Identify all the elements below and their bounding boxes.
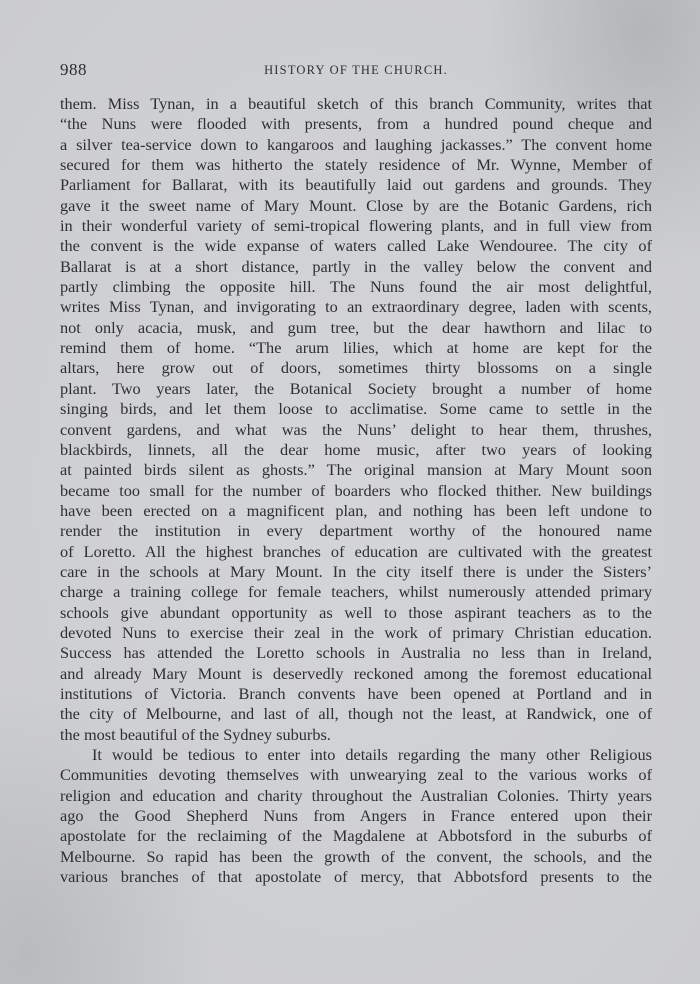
text-line: Melbourne. So rapid has been the growth of the convent, the schools, and the bbox=[60, 846, 652, 866]
text-line: Communities devoting themselves with unwearying zeal to the various works of bbox=[60, 765, 652, 785]
text-line: partly climbing the opposite hill. The Nuns found the air most delightful, bbox=[60, 277, 652, 297]
text-line: have been erected on a magnificent plan, and nothing has been left undone to bbox=[60, 500, 652, 520]
text-line: in their wonderful variety of semi-tropical flowering plants, and in full view from bbox=[60, 216, 652, 236]
text-line: and already Mary Mount is deservedly reckoned among the foremost educational bbox=[60, 663, 652, 683]
text-line: writes Miss Tynan, and invigorating to an extraordinary degree, laden with scents, bbox=[60, 297, 652, 317]
text-line-paragraph-end: the most beautiful of the Sydney suburbs. bbox=[60, 724, 331, 744]
text-line: various branches of that apostolate of mercy, that Abbotsford presents to the bbox=[60, 867, 652, 887]
text-line: Parliament for Ballarat, with its beautifully laid out gardens and grounds. They bbox=[60, 175, 652, 195]
text-line: charge a training college for female teachers, whilst numerously attended primary bbox=[60, 582, 652, 602]
text-line: became too small for the number of boarders who flocked thither. New buildings bbox=[60, 480, 652, 500]
text-line: devoted Nuns to exercise their zeal in the work of primary Christian education. bbox=[60, 622, 652, 642]
text-line: plant. Two years later, the Botanical Society brought a number of home bbox=[60, 378, 652, 398]
page-header bbox=[60, 60, 652, 84]
text-line: singing birds, and let them loose to acclimatise. Some came to settle in the bbox=[60, 399, 652, 419]
text-line: remind them of home. “The arum lilies, which at home are kept for the bbox=[60, 338, 652, 358]
text-line-paragraph-start: It would be tedious to enter into details regarding the many other Religious bbox=[92, 745, 652, 764]
text-line: not only acacia, musk, and gum tree, but the dear hawthorn and lilac to bbox=[60, 317, 652, 337]
text-line: institutions of Victoria. Branch convents have been opened at Portland and in bbox=[60, 683, 652, 703]
text-line: the convent is the wide expanse of waters called Lake Wendouree. The city of bbox=[60, 236, 652, 256]
text-line: secured for them was hitherto the stately residence of Mr. Wynne, Member of bbox=[60, 155, 652, 175]
text-line: blackbirds, linnets, all the dear home music, after two years of looking bbox=[60, 439, 652, 459]
text-line: religion and education and charity throughout the Australian Colonies. Thirty years bbox=[60, 785, 652, 805]
page-number: 988 bbox=[60, 60, 87, 79]
text-line: them. Miss Tynan, in a beautiful sketch of this branch Community, writes that bbox=[60, 94, 652, 113]
text-line: render the institution in every department worthy of the honoured name bbox=[60, 521, 652, 541]
text-line: convent gardens, and what was the Nuns’ delight to hear them, thrushes, bbox=[60, 419, 652, 439]
text-line: at painted birds silent as ghosts.” The original mansion at Mary Mount soon bbox=[60, 460, 652, 480]
text-line: Success has attended the Loretto schools in Australia no less than in Ireland, bbox=[60, 643, 652, 663]
text-line: “the Nuns were flooded with presents, from a hundred pound cheque and bbox=[60, 114, 652, 134]
body-text bbox=[60, 94, 652, 887]
text-line: the city of Melbourne, and last of all, though not the least, at Randwick, one of bbox=[60, 704, 652, 724]
running-head: HISTORY OF THE CHURCH. bbox=[264, 63, 448, 77]
text-line: gave it the sweet name of Mary Mount. Close by are the Botanic Gardens, rich bbox=[60, 195, 652, 215]
text-line: schools give abundant opportunity as well to those aspirant teachers as to the bbox=[60, 602, 652, 622]
text-line: Ballarat is at a short distance, partly in the valley below the convent and bbox=[60, 256, 652, 276]
text-line: a silver tea-service down to kangaroos and laughing jackasses.” The convent home bbox=[60, 134, 652, 154]
text-line: care in the schools at Mary Mount. In the city itself there is under the Sisters’ bbox=[60, 561, 652, 581]
text-line: apostolate for the reclaiming of the Magdalene at Abbotsford in the suburbs of bbox=[60, 826, 652, 846]
text-line: altars, here grow out of doors, sometimes thirty blossoms on a single bbox=[60, 358, 652, 378]
text-line: of Loretto. All the highest branches of education are cultivated with the greatest bbox=[60, 541, 652, 561]
text-line: ago the Good Shepherd Nuns from Angers in France entered upon their bbox=[60, 806, 652, 826]
